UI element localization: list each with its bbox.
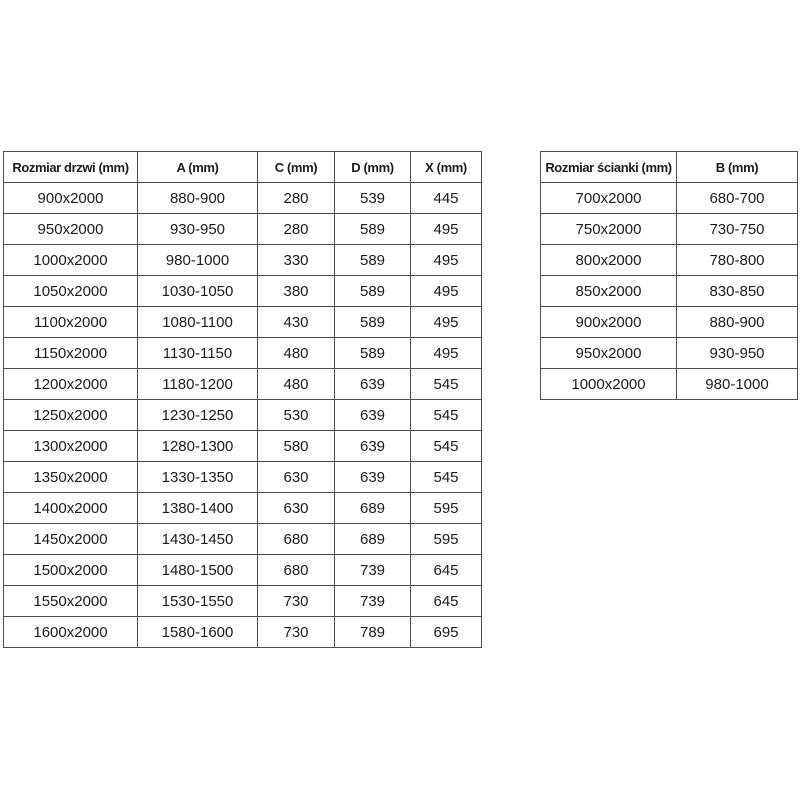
table-cell: 1580-1600 — [138, 617, 258, 648]
table-cell: 545 — [411, 369, 482, 400]
table-cell: 1130-1150 — [138, 338, 258, 369]
table-cell: 1100x2000 — [4, 307, 138, 338]
table-cell: 480 — [258, 369, 335, 400]
table-row — [4, 245, 482, 276]
table-cell: 530 — [258, 400, 335, 431]
table-row — [4, 400, 482, 431]
table-cell: 680 — [258, 524, 335, 555]
column-header: X (mm) — [411, 152, 482, 183]
table-cell: 1380-1400 — [138, 493, 258, 524]
table-cell: 880-900 — [677, 307, 798, 338]
door-sizes-table — [3, 151, 482, 648]
table-cell: 630 — [258, 462, 335, 493]
table-cell: 330 — [258, 245, 335, 276]
table-cell: 1500x2000 — [4, 555, 138, 586]
table-cell: 445 — [411, 183, 482, 214]
table-cell: 589 — [335, 276, 411, 307]
column-header: Rozmiar ścianki (mm) — [541, 152, 677, 183]
door-sizes-body — [4, 183, 482, 648]
column-header: D (mm) — [335, 152, 411, 183]
table-cell: 480 — [258, 338, 335, 369]
table-cell: 789 — [335, 617, 411, 648]
table-cell: 280 — [258, 183, 335, 214]
table-cell: 739 — [335, 555, 411, 586]
table-cell: 639 — [335, 400, 411, 431]
table-row — [4, 493, 482, 524]
table-cell: 950x2000 — [541, 338, 677, 369]
table-cell: 800x2000 — [541, 245, 677, 276]
table-cell: 639 — [335, 369, 411, 400]
table-cell: 850x2000 — [541, 276, 677, 307]
table-cell: 730 — [258, 586, 335, 617]
table-row — [541, 307, 798, 338]
table-cell: 739 — [335, 586, 411, 617]
table-cell: 495 — [411, 276, 482, 307]
table-cell: 1200x2000 — [4, 369, 138, 400]
table-row — [4, 617, 482, 648]
table-row — [4, 369, 482, 400]
table-cell: 545 — [411, 431, 482, 462]
table-cell: 645 — [411, 586, 482, 617]
table-cell: 1150x2000 — [4, 338, 138, 369]
table-row — [541, 338, 798, 369]
table-cell: 589 — [335, 214, 411, 245]
table-row — [541, 276, 798, 307]
table-cell: 695 — [411, 617, 482, 648]
table-row — [4, 462, 482, 493]
table-cell: 1450x2000 — [4, 524, 138, 555]
wall-sizes-header-row — [541, 152, 798, 183]
table-row — [541, 245, 798, 276]
table-cell: 830-850 — [677, 276, 798, 307]
table-cell: 680-700 — [677, 183, 798, 214]
table-cell: 380 — [258, 276, 335, 307]
table-cell: 545 — [411, 462, 482, 493]
table-cell: 1400x2000 — [4, 493, 138, 524]
table-row — [4, 338, 482, 369]
table-cell: 495 — [411, 245, 482, 276]
table-cell: 980-1000 — [677, 369, 798, 400]
table-cell: 780-800 — [677, 245, 798, 276]
table-cell: 430 — [258, 307, 335, 338]
table-row — [4, 214, 482, 245]
table-cell: 589 — [335, 307, 411, 338]
table-cell: 1550x2000 — [4, 586, 138, 617]
table-cell: 639 — [335, 431, 411, 462]
table-row — [541, 369, 798, 400]
column-header: Rozmiar drzwi (mm) — [4, 152, 138, 183]
table-cell: 595 — [411, 524, 482, 555]
table-cell: 1030-1050 — [138, 276, 258, 307]
table-row — [4, 431, 482, 462]
table-cell: 495 — [411, 214, 482, 245]
table-row — [4, 555, 482, 586]
table-row — [4, 586, 482, 617]
table-cell: 545 — [411, 400, 482, 431]
table-cell: 750x2000 — [541, 214, 677, 245]
wall-sizes-body — [541, 183, 798, 400]
table-cell: 1330-1350 — [138, 462, 258, 493]
table-cell: 1530-1550 — [138, 586, 258, 617]
table-cell: 639 — [335, 462, 411, 493]
table-cell: 680 — [258, 555, 335, 586]
table-cell: 1300x2000 — [4, 431, 138, 462]
table-cell: 280 — [258, 214, 335, 245]
table-cell: 1180-1200 — [138, 369, 258, 400]
table-cell: 950x2000 — [4, 214, 138, 245]
table-cell: 980-1000 — [138, 245, 258, 276]
table-cell: 700x2000 — [541, 183, 677, 214]
table-cell: 880-900 — [138, 183, 258, 214]
table-cell: 645 — [411, 555, 482, 586]
table-cell: 1430-1450 — [138, 524, 258, 555]
table-cell: 1350x2000 — [4, 462, 138, 493]
table-cell: 595 — [411, 493, 482, 524]
table-cell: 730 — [258, 617, 335, 648]
table-row — [4, 307, 482, 338]
table-cell: 689 — [335, 493, 411, 524]
table-cell: 1480-1500 — [138, 555, 258, 586]
column-header: C (mm) — [258, 152, 335, 183]
table-cell: 1080-1100 — [138, 307, 258, 338]
table-cell: 1000x2000 — [4, 245, 138, 276]
column-header: A (mm) — [138, 152, 258, 183]
table-cell: 589 — [335, 245, 411, 276]
table-row — [4, 524, 482, 555]
wall-sizes-table — [540, 151, 798, 400]
door-sizes-header-row — [4, 152, 482, 183]
table-row — [4, 183, 482, 214]
table-cell: 1600x2000 — [4, 617, 138, 648]
table-cell: 689 — [335, 524, 411, 555]
table-row — [541, 214, 798, 245]
table-cell: 930-950 — [138, 214, 258, 245]
table-cell: 1250x2000 — [4, 400, 138, 431]
table-cell: 1050x2000 — [4, 276, 138, 307]
table-row — [4, 276, 482, 307]
table-cell: 630 — [258, 493, 335, 524]
table-cell: 900x2000 — [4, 183, 138, 214]
table-cell: 1000x2000 — [541, 369, 677, 400]
table-cell: 1280-1300 — [138, 431, 258, 462]
table-cell: 495 — [411, 307, 482, 338]
table-cell: 930-950 — [677, 338, 798, 369]
table-cell: 580 — [258, 431, 335, 462]
column-header: B (mm) — [677, 152, 798, 183]
table-cell: 900x2000 — [541, 307, 677, 338]
table-cell: 730-750 — [677, 214, 798, 245]
table-cell: 495 — [411, 338, 482, 369]
table-cell: 1230-1250 — [138, 400, 258, 431]
table-cell: 589 — [335, 338, 411, 369]
table-row — [541, 183, 798, 214]
table-cell: 539 — [335, 183, 411, 214]
